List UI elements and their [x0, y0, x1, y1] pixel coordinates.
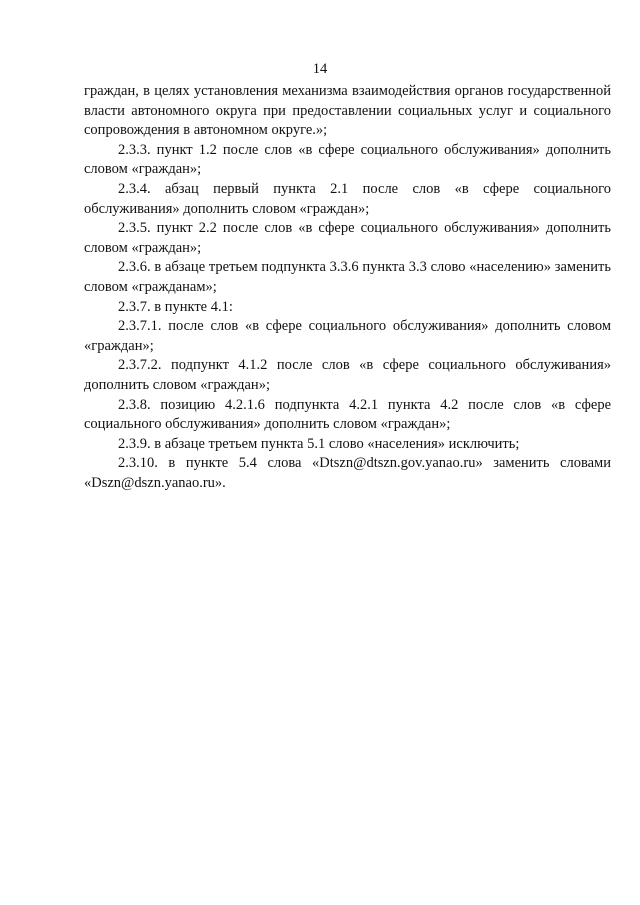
document-body: [84, 82, 611, 493]
paragraph-2-3-10: 2.3.10. в пункте 5.4 слова «Dtszn@dtszn.gov.yanao.ru» заменить словами «Dszn@dszn.yanao.ru».: [84, 455, 611, 491]
paragraph-2-3-3: 2.3.3. пункт 1.2 после слов «в сфере социального обслуживания» дополнить словом «граждан»;: [84, 141, 611, 178]
paragraph-2-3-5: 2.3.5. пункт 2.2 после слов «в сфере социального обслуживания» дополнить словом «граждан»;: [84, 220, 611, 256]
paragraph-2-3-4: 2.3.4. абзац первый пункта 2.1 после слов «в сфере социального обслуживания» дополнить словом «граждан»;: [84, 180, 611, 217]
paragraph-2-3-6: 2.3.6. в абзаце третьем подпункта 3.3.6 пункта 3.3 слово «населению» заменить словом «гражданам»;: [84, 259, 611, 295]
paragraph-continuation: граждан, в целях установления механизма взаимодействия органов государственной власти автономного округа при предоставлении социальных услуг и социального сопровождения в автономном округе.»;: [84, 83, 611, 139]
paragraph-2-3-9: 2.3.9. в абзаце третьем пункта 5.1 слово «населения» исключить;: [118, 435, 520, 452]
paragraph-2-3-8: 2.3.8. позицию 4.2.1.6 подпункта 4.2.1 пункта 4.2 после слов «в сфере социального обслуживания» дополнить словом «граждан»;: [84, 396, 611, 433]
paragraph-2-3-7-1: 2.3.7.1. после слов «в сфере социального обслуживания» дополнить словом «граждан»;: [84, 318, 611, 354]
paragraph-2-3-7-2: 2.3.7.2. подпункт 4.1.2 после слов «в сфере социального обслуживания» дополнить словом «граждан»;: [84, 357, 611, 393]
paragraph-2-3-7: 2.3.7. в пункте 4.1:: [118, 298, 233, 315]
page-number: 14: [312, 61, 328, 77]
